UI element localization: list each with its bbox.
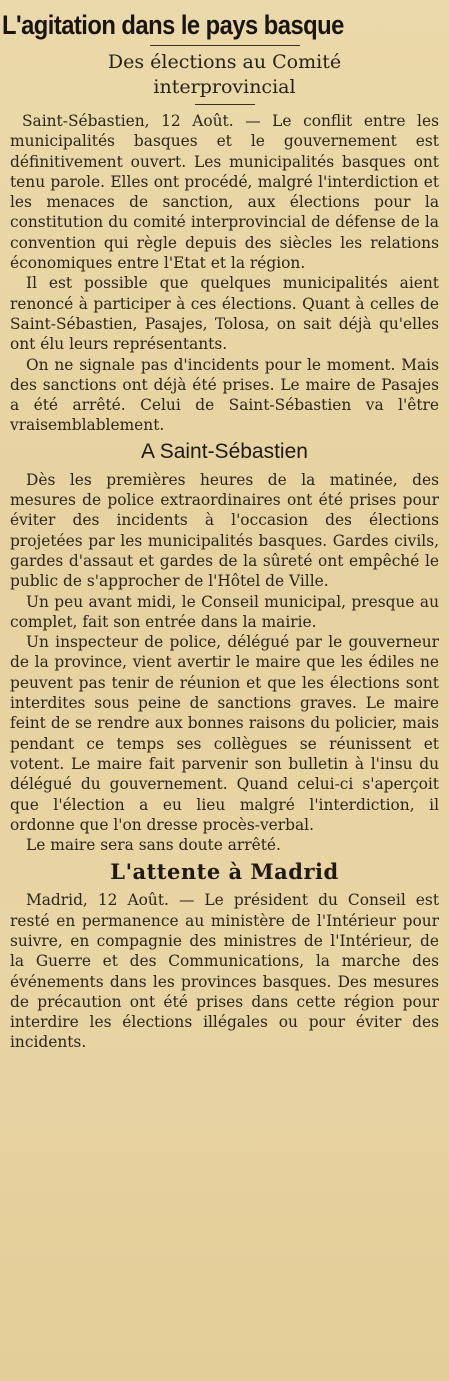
section-madrid [10, 890, 439, 1052]
subheading-madrid: L'attente à Madrid [110, 859, 339, 885]
headline: L'agitation dans le pays basque [2, 10, 344, 40]
section-a-saint-sebastien [10, 470, 439, 856]
subheading-saint-sebastien: A Saint-Sébastien [141, 439, 308, 463]
paragraph: Saint-Sébastien, 12 Août. — Le conflit entre les municipalités basques et le gouvernement est définitivement ouvert. Les municipalités basques ont tenu parole. Elles ont procédé, malgré l'interdiction et les menaces de sanction, aux élections pour la constitution du comité interprovincial de défense de la convention qui règle depuis des siècles les relations économiques entre l'Etat et la région. [10, 112, 439, 273]
deck-rule [195, 104, 255, 105]
deck [10, 50, 439, 100]
paragraph: On ne signale pas d'incidents pour le moment. Mais des sanctions ont déjà été prises. Le maire de Pasajes a été arrêté. Celui de Saint-Sébastien va l'être vraisemblablement. [10, 355, 439, 435]
deck-line-1: Des élections au Comité [107, 51, 342, 73]
paragraph: Il est possible que quelques municipalités aient renoncé à participer à ces élections. Quant à celles de Saint-Sébastien, Pasajes, Tolosa, on sait déjà qu'elles ont élu leurs représentants. [10, 274, 439, 354]
paragraph: Le maire sera sans doute arrêté. [26, 836, 281, 855]
section-saint-sebastien-dispatch [10, 111, 439, 436]
paragraph: Madrid, 12 Août. — Le président du Conseil est resté en permanence au ministère de l'Intérieur pour suivre, en compagnie des ministres de l'Intérieur, de la Guerre et des Communications, la marche des événements dans les provinces basques. Des mesures de précaution ont été prises dans cette région pour interdire les élections illégales ou pour éviter des incidents. [10, 891, 439, 1052]
paragraph: Un peu avant midi, le Conseil municipal, presque au complet, fait son entrée dans la mairie. [10, 592, 439, 631]
paragraph: Un inspecteur de police, délégué par le gouverneur de la province, vient avertir le maire que les édiles ne peuvent pas tenir de réunion et que les élections sont interdites sous peine de sanctions graves. Le maire feint de se rendre aux bonnes raisons du policier, mais pendant ce temps ses collègues se réunissent et votent. Le maire fait parvenir son bulletin à l'insu du délégué du gouvernement. Quand celui-ci s'aperçoit que l'élection a eu lieu malgré l'interdiction, il ordonne que l'on dresse procès-verbal. [10, 633, 439, 834]
paragraph: Dès les premières heures de la matinée, des mesures de police extraordinaires ont été prises pour éviter des incidents à l'occasion des élections projetées par les municipalités basques. Gardes civils, gardes d'assaut et gardes de la sûreté ont empêché le public de s'approcher de l'Hôtel de Ville. [10, 470, 439, 591]
headline-rule [150, 45, 300, 46]
deck-line-2: interprovincial [153, 76, 296, 98]
